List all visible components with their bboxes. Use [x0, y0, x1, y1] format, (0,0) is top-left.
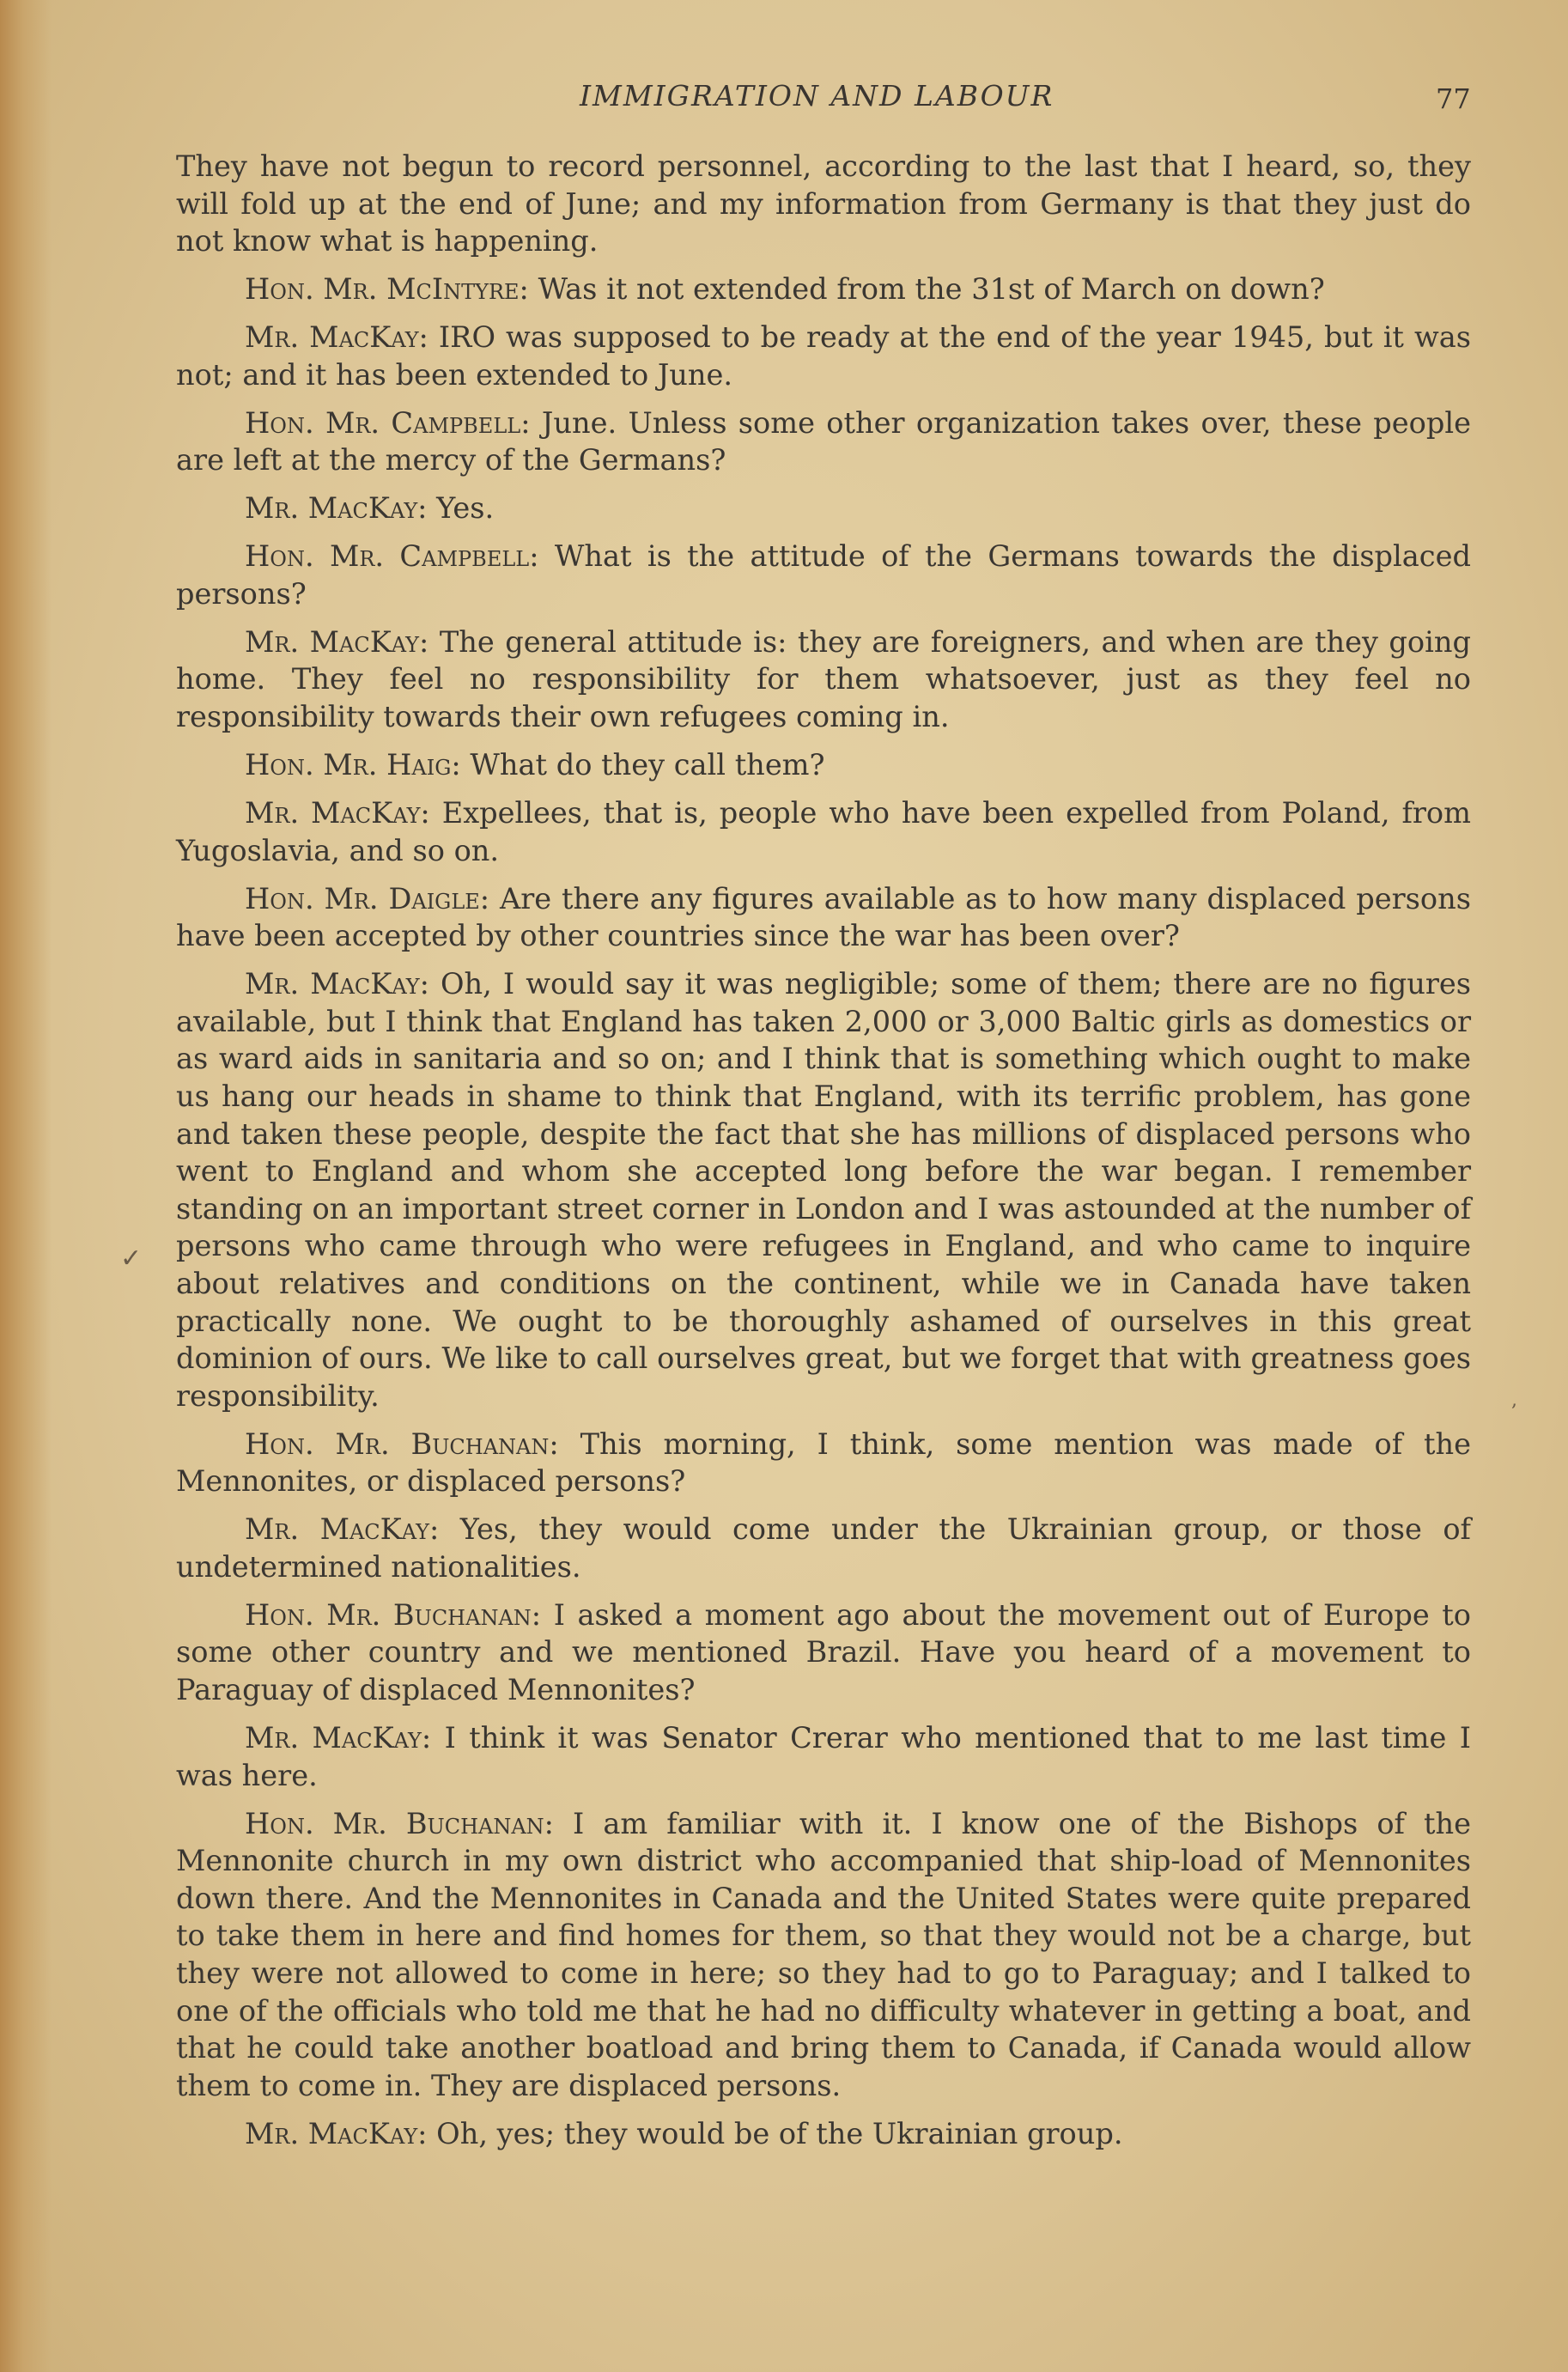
speaker-name: Mr. MacKay:: [245, 1512, 440, 1547]
speech-text: Yes, they would come under the Ukrainian group, or those of undetermined nationalities.: [176, 1512, 1471, 1584]
speech-text: June. Unless some other organization takes over, these people are left at the mercy of the Germans?: [176, 405, 1471, 477]
speech-text: I asked a moment ago about the movement out of Europe to some other country and we mentioned Brazil. Have you heard of a movement to Paraguay of displaced Mennonites?: [176, 1597, 1471, 1707]
speaker-name: Mr. MacKay:: [245, 967, 429, 1001]
speaker-name: Hon. Mr. Buchanan:: [245, 1426, 559, 1461]
transcript-paragraph: [176, 271, 1471, 308]
speaker-name: Mr. MacKay:: [245, 2116, 428, 2150]
page-number: 77: [1436, 82, 1471, 115]
transcript-paragraph: [176, 880, 1471, 955]
running-title: IMMIGRATION AND LABOUR: [580, 79, 1054, 113]
page-spine-edge: [0, 0, 52, 2372]
transcript-paragraph: [176, 623, 1471, 736]
transcript-paragraph: [176, 538, 1471, 612]
margin-stray-mark: ,: [1511, 1390, 1517, 1411]
margin-tick-mark: ✓: [120, 1244, 143, 1274]
speech-text: Was it not extended from the 31st of March on down?: [538, 272, 1325, 307]
speech-text: What do they call them?: [470, 748, 825, 782]
page-header: [0, 79, 1568, 131]
transcript-paragraph: [176, 404, 1471, 479]
speaker-name: Hon. Mr. Campbell:: [245, 539, 539, 574]
speaker-name: Mr. MacKay:: [245, 491, 428, 526]
transcript-paragraph: [176, 965, 1471, 1414]
transcript-paragraph: [176, 1805, 1471, 2105]
speech-text: What is the attitude of the Germans towards the displaced persons?: [176, 539, 1471, 611]
transcript-body: [176, 148, 1471, 2163]
speech-text: Are there any figures available as to how many displaced persons have been accepted by other countries since the war has been over?: [176, 881, 1471, 953]
transcript-paragraph: [176, 2115, 1471, 2153]
speech-text: Yes.: [436, 491, 495, 526]
speaker-name: Hon. Mr. Haig:: [245, 748, 461, 782]
speaker-name: Hon. Mr. McIntyre:: [245, 272, 529, 307]
speaker-name: Mr. MacKay:: [245, 320, 428, 355]
speaker-name: Hon. Mr. Campbell:: [245, 405, 531, 440]
speaker-name: Mr. MacKay:: [245, 1721, 432, 1755]
transcript-paragraph: [176, 794, 1471, 869]
speech-text: Expellees, that is, people who have been expelled from Poland, from Yugoslavia, and so on.: [176, 796, 1471, 867]
speech-text: IRO was supposed to be ready at the end of the year 1945, but it was not; and it has been extended to June.: [176, 320, 1471, 392]
speaker-name: Mr. MacKay:: [245, 796, 430, 830]
speaker-name: Mr. MacKay:: [245, 624, 429, 659]
transcript-paragraph: [176, 746, 1471, 784]
transcript-paragraph: [176, 1597, 1471, 1709]
speech-text: Oh, I would say it was negligible; some of them; there are no figures available, but I think that England has taken 2,000 or 3,000 Baltic girls as domestics or as ward aids in sanitaria and so on; and I think that is something which ought to make us hang our heads in shame to think that England, with its terrific problem, has gone and taken these people, despite the fact that she has millions of displaced persons who went to England and whom she accepted long before the war began. I remember standing on an important street corner in London and I was astounded at the number of persons who came through who were refugees in England, and who came to inquire about relatives and conditions on the continent, while we in Canada have taken practically none. We ought to be thoroughly ashamed of ourselves in this great dominion of ours. We like to call ourselves great, but we forget that with greatness goes responsibility.: [176, 967, 1471, 1413]
speech-text: They have not begun to record personnel, according to the last that I heard, so, they will fold up at the end of June; and my information from Germany is that they just do not know what is happening.: [176, 149, 1471, 258]
speech-text: This morning, I think, some mention was made of the Mennonites, or displaced persons?: [176, 1426, 1471, 1499]
transcript-paragraph: [176, 490, 1471, 527]
transcript-paragraph: [176, 148, 1471, 260]
speaker-name: Hon. Mr. Buchanan:: [245, 1597, 542, 1632]
speech-text: I am familiar with it. I know one of the Bishops of the Mennonite church in my own district who accompanied that ship-load of Mennonites down there. And the Mennonites in Canada and the United States were quite prepared to take them in here and find homes for them, so that they would not be a charge, but they were not allowed to come in here; so they had to go to Paraguay; and I talked to one of the officials who told me that he had no difficulty whatever in getting a boat, and that he could take another boatload and bring them to Canada, if Canada would allow them to come in. They are displaced persons.: [176, 1806, 1471, 2102]
speech-text: I think it was Senator Crerar who mentioned that to me last time I was here.: [176, 1721, 1471, 1792]
transcript-paragraph: [176, 319, 1471, 393]
speech-text: The general attitude is: they are foreigners, and when are they going home. They feel no responsibility for them whatsoever, just as they feel no responsibility towards their own refugees coming in.: [176, 624, 1471, 734]
transcript-paragraph: [176, 1511, 1471, 1585]
transcript-paragraph: [176, 1426, 1471, 1500]
speech-text: Oh, yes; they would be of the Ukrainian group.: [436, 2116, 1123, 2150]
transcript-paragraph: [176, 1719, 1471, 1794]
speaker-name: Hon. Mr. Daigle:: [245, 881, 490, 915]
speaker-name: Hon. Mr. Buchanan:: [245, 1806, 554, 1840]
